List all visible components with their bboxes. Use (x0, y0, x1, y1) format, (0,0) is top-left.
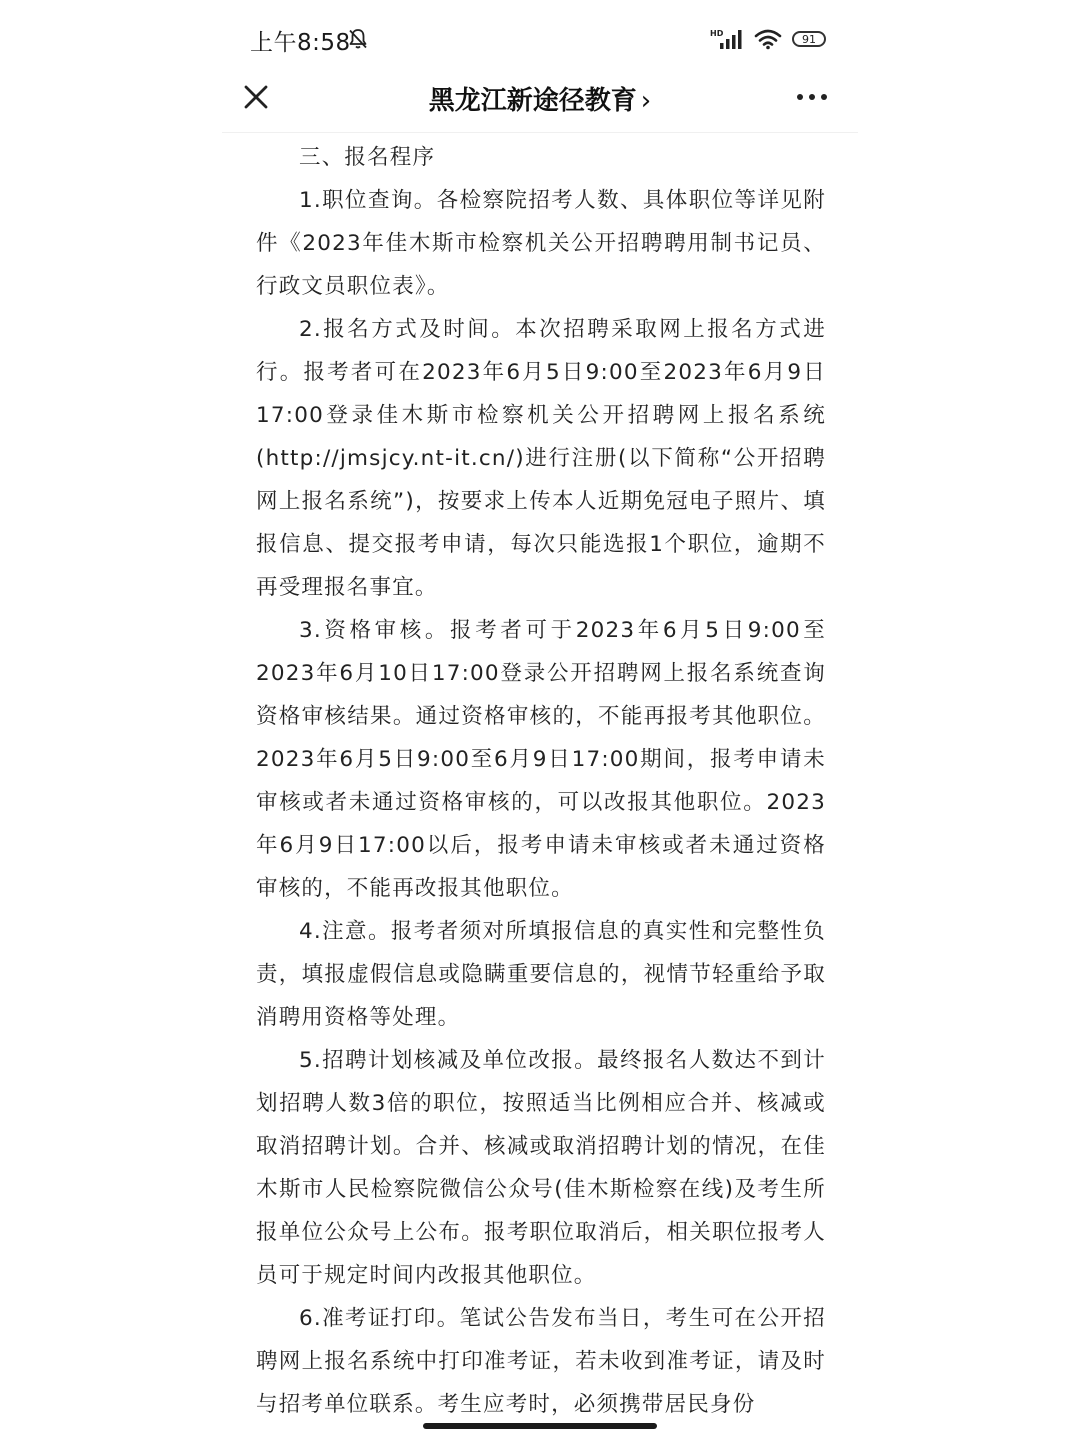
bell-muted-icon (346, 27, 370, 51)
status-time: 上午8:58 (250, 30, 351, 56)
cell-signal-icon (710, 28, 744, 50)
phone-screen (222, 0, 858, 1440)
status-icons (710, 27, 826, 51)
battery-indicator: 91 (792, 31, 826, 47)
home-indicator[interactable] (423, 1423, 657, 1429)
more-options-icon[interactable] (792, 80, 832, 114)
article-paragraph: 5.招聘计划核减及单位改报。最终报名人数达不到计划招聘人数3倍的职位，按照适当比例相应合并、核减或取消招聘计划。合并、核减或取消招聘计划的情况，在佳木斯市人民检察院微信公众号(佳木斯检察在线)及考生所报单位公众号上公布。报考职位取消后，相关职位报考人员可于规定时间内改报其他职位。 (256, 1048, 826, 1288)
section-heading: 三、报名程序 (299, 145, 436, 170)
nav-bar (222, 62, 858, 133)
article-paragraph: 3.资格审核。报考者可于2023年6月5日9:00至2023年6月10日17:00登录公开招聘网上报名系统查询资格审核结果。通过资格审核的，不能再报考其他职位。2023年6月5日9:00至6月9日17:00期间，报考申请未审核或者未通过资格审核的，可以改报其他职位。2023年6月9日17:00以后，报考申请未审核或者未通过资格审核的，不能再改报其他职位。 (256, 618, 826, 901)
hd-label: HD (710, 29, 724, 38)
chevron-right-icon: › (640, 86, 652, 116)
article-paragraph: 1.职位查询。各检察院招考人数、具体职位等详见附件《2023年佳木斯市检察机关公开招聘聘用制书记员、行政文员职位表》。 (256, 188, 826, 299)
article-paragraph: 6.准考证打印。笔试公告发布当日，考生可在公开招聘网上报名系统中打印准考证，若未收到准考证，请及时与招考单位联系。考生应考时，必须携带居民身份 (256, 1306, 826, 1417)
article-body (256, 136, 826, 1426)
article-paragraph: 2.报名方式及时间。本次招聘采取网上报名方式进行。报考者可在2023年6月5日9:00至2023年6月9日17:00登录佳木斯市检察机关公开招聘网上报名系统(http://jmsjcy.nt-it.cn/)进行注册(以下简称“公开招聘网上报名系统”)，按要求上传本人近期免冠电子照片、填报信息、提交报考申请，每次只能选报1个职位，逾期不再受理报名事宜。 (256, 317, 826, 600)
account-title-link[interactable] (222, 80, 858, 117)
wifi-icon (754, 28, 782, 50)
account-name: 黑龙江新途径教育 (428, 86, 637, 116)
article-paragraph: 4.注意。报考者须对所填报信息的真实性和完整性负责，填报虚假信息或隐瞒重要信息的，视情节轻重给予取消聘用资格等处理。 (256, 919, 826, 1030)
